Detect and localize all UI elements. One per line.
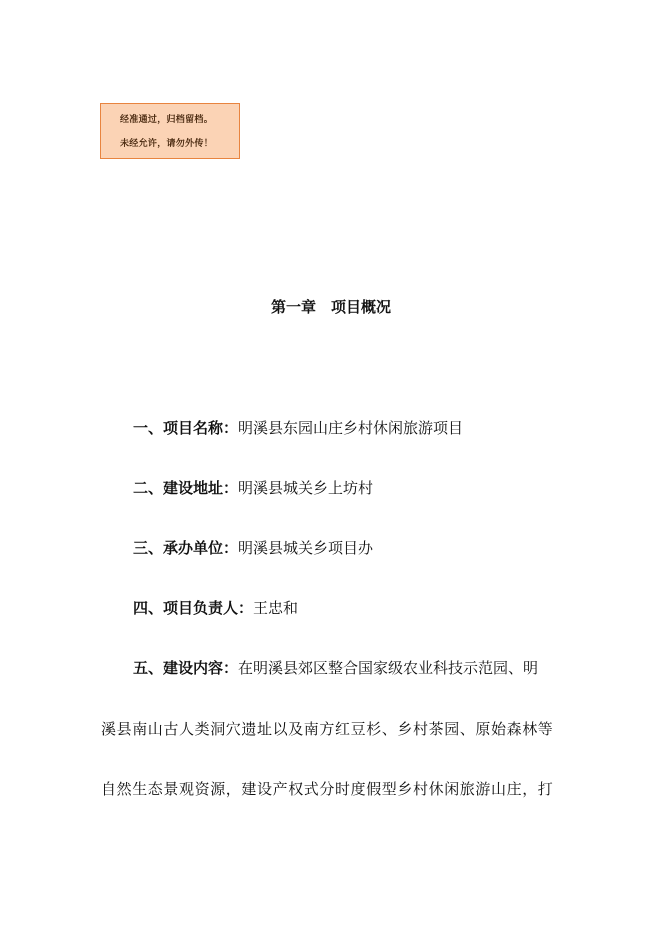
item-label: 三、承办单位： — [133, 539, 239, 557]
item-value: 王忠和 — [253, 599, 299, 617]
item-value: 明溪县东园山庄乡村休闲旅游项目 — [238, 419, 464, 437]
item-organizer — [133, 538, 373, 558]
item-construction-address — [133, 478, 373, 498]
item-label: 五、建设内容： — [133, 659, 239, 677]
item-value: 在明溪县郊区整合国家级农业科技示范园、明 — [238, 659, 539, 677]
item-label: 二、建设地址： — [133, 479, 239, 497]
paragraph-line-3: 自然生态景观资源，建设产权式分时度假型乡村休闲旅游山庄，打 — [101, 780, 554, 798]
item-construction-content — [133, 658, 538, 678]
item-project-leader — [133, 598, 298, 618]
item-label: 四、项目负责人： — [133, 599, 254, 617]
item-label: 一、项目名称： — [133, 419, 239, 437]
item-value: 明溪县城关乡上坊村 — [238, 479, 374, 497]
approval-stamp — [100, 103, 240, 159]
stamp-line-1: 经准通过，归档留档。 — [120, 115, 214, 125]
paragraph-line-2: 溪县南山古人类洞穴遗址以及南方红豆杉、乡村茶园、原始森林等 — [101, 720, 554, 738]
stamp-line-2: 未经允许，请勿外传！ — [120, 139, 214, 149]
item-project-name — [133, 418, 463, 438]
item-value: 明溪县城关乡项目办 — [238, 539, 374, 557]
chapter-title: 第一章 项目概况 — [270, 298, 391, 316]
